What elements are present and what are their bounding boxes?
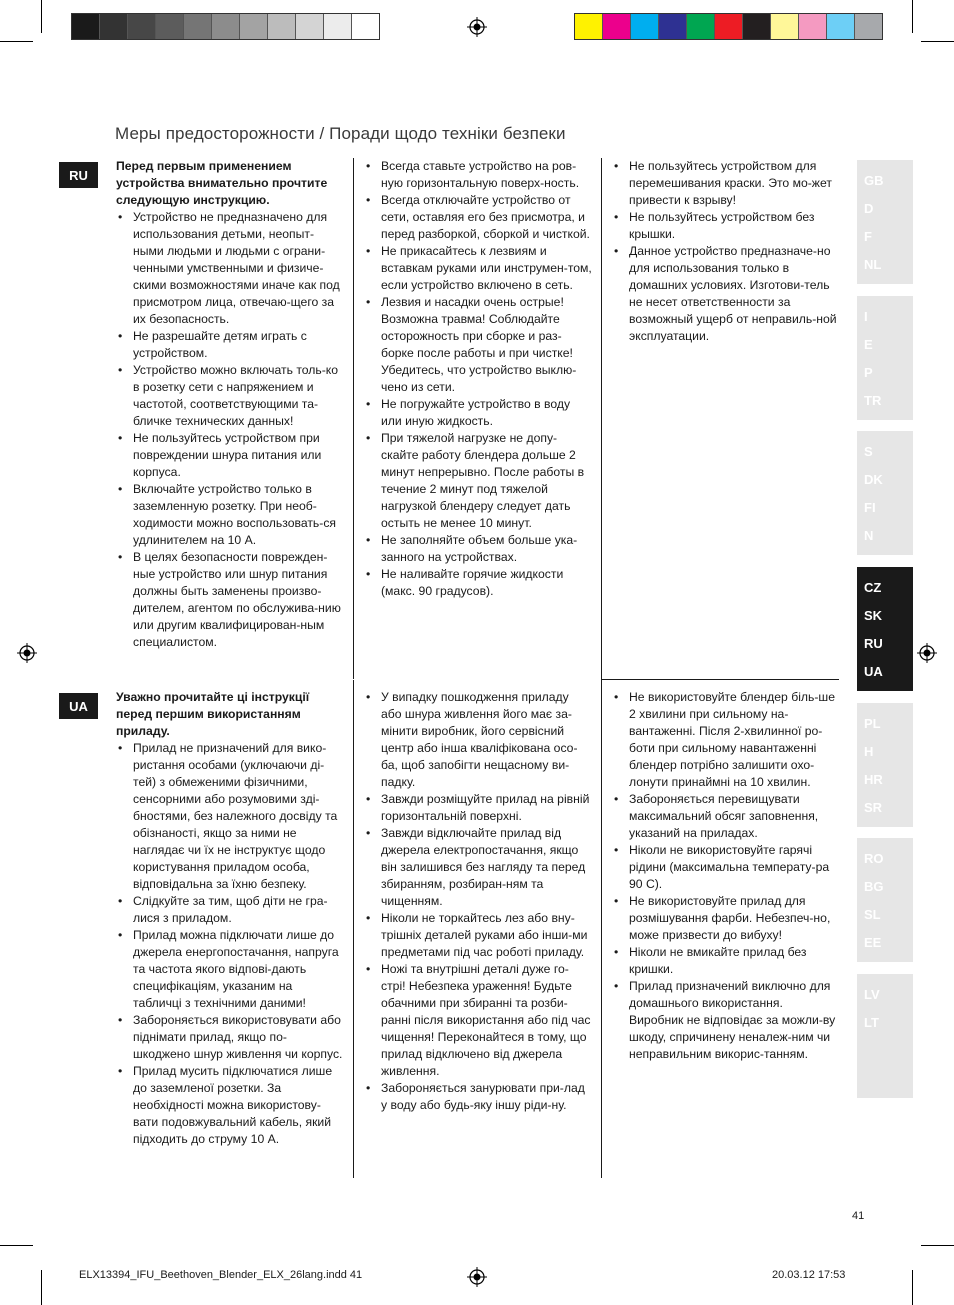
language-group xyxy=(857,160,913,284)
bullet-item: • Не використовуйте блендер біль-ше 2 хвилини при сильному на-вантаженні. Після 2-хвилинної ро-боти при сильному навантаженні блендер потрібно залишити охо-лонути принаймні на 10 хвилин. xyxy=(612,689,840,791)
language-code: LV xyxy=(864,987,880,1002)
language-group xyxy=(857,567,913,691)
column-divider xyxy=(353,158,354,679)
bullet-item: • Забороняється використовувати або піднімати прилад, якщо по-шкоджено шнур живлення чи корпус. xyxy=(116,1012,344,1063)
color-swatch xyxy=(799,14,827,39)
column-divider xyxy=(353,680,354,1178)
footer-datetime: 20.03.12 17:53 xyxy=(772,1269,846,1281)
ua-column-1 xyxy=(116,689,344,1148)
language-code: DK xyxy=(864,472,883,487)
ru-list-3 xyxy=(612,158,840,345)
bullet-item: • Всегда ставьте устройство на ров-ную горизонтальную поверх-ность. xyxy=(364,158,592,192)
language-code: TR xyxy=(864,393,882,408)
registration-mark-icon xyxy=(17,643,37,663)
language-code: D xyxy=(864,201,874,216)
language-code: SR xyxy=(864,800,883,815)
color-swatch xyxy=(296,14,324,39)
color-swatch xyxy=(715,14,743,39)
registration-mark-icon xyxy=(917,643,937,663)
color-swatch xyxy=(212,14,240,39)
language-code: SK xyxy=(864,608,883,623)
language-code: I xyxy=(864,309,868,324)
language-group xyxy=(857,974,913,1098)
bullet-item: • Лезвия и насадки очень острые! Возможна травма! Соблюдайте осторожность при сборке и раз-борке после работы и при чистке! Убедитесь, что устройство выклю-чено из сети. xyxy=(364,294,592,396)
ru-column-1 xyxy=(116,158,344,651)
color-swatch xyxy=(659,14,687,39)
color-swatch xyxy=(268,14,296,39)
bullet-item: • Устройство можно включать толь-ко в розетку сети с напряжением и частотой, соответствующими та-бличке технических данных! xyxy=(116,362,344,430)
lang-badge-ru: RU xyxy=(59,162,98,188)
bullet-item: • Слідкуйте за тим, щоб діти не гра-лися з приладом. xyxy=(116,893,344,927)
ru-column-2 xyxy=(364,158,592,600)
bullet-item: • Не пользуйтесь устройством для перемешивания краски. Это мо-жет привести к взрыву! xyxy=(612,158,840,209)
registration-mark-icon xyxy=(467,17,487,37)
color-swatch xyxy=(603,14,631,39)
color-swatch xyxy=(324,14,352,39)
grayscale-bar xyxy=(71,13,380,40)
bullet-item: • Данное устройство предназначе-но для использования только в домашних условиях. Изготови-тель не несет ответственности за возможный ущерб от неправиль-ной эксплуатации. xyxy=(612,243,840,345)
color-swatch xyxy=(855,14,882,39)
column-divider xyxy=(601,680,602,1178)
bullet-item: • Прилад призначений виключно для домашнього використання. Виробник не відповідає за можли-ву шкоду, спричинену неналеж-ним чи неправильним викорис-танням. xyxy=(612,978,840,1063)
color-swatch xyxy=(771,14,799,39)
language-group xyxy=(857,703,913,827)
bullet-item: • Не використовуйте прилад для розмішування фарби. Небезпеч-но, може призвести до вибуху! xyxy=(612,893,840,944)
language-code: PL xyxy=(864,716,881,731)
color-swatch xyxy=(575,14,603,39)
column-divider xyxy=(601,158,602,679)
ru-list-1 xyxy=(116,209,344,651)
color-swatch xyxy=(72,14,100,39)
bullet-item: • Прилад можна підключати лише до джерела енергопостачання, напруга та частота якого відпові-дають специфікаціям, указаним на табличці з технічними даними! xyxy=(116,927,344,1012)
language-code: FI xyxy=(864,500,876,515)
language-code: RU xyxy=(864,636,883,651)
language-code: BG xyxy=(864,879,884,894)
page-number: 41 xyxy=(852,1210,865,1222)
ru-intro-heading: Перед первым применением устройства внимательно прочтите следующую инструкцию. xyxy=(116,159,328,207)
bullet-item: • Прилад не призначений для вико-ристання особами (уключаючи ді-тей) з обмеженими фізичними, сенсорними або розумовими зді-бностями, без належного досвіду та обізнаності, якщо за ними не наглядає чи їх не інструктує щодо користування приладом особа, відповідальна за їхню безпеку. xyxy=(116,740,344,893)
bullet-item: • В целях безопасности поврежден-ные устройство или шнур питания должны быть заменены произво-дителем, агентом по обслужива-нию или другим квалифицирован-ным специалистом. xyxy=(116,549,344,651)
bullet-item: • Ножі та внутрішні деталі дуже го-стрі! Небезпека ураження! Будьте обачними при збиранні та розби-ранні після використання або під час чищення! Переконайтеся в тому, що прилад відключено від джерела живлення. xyxy=(364,961,592,1080)
ru-list-2 xyxy=(364,158,592,600)
bullet-item: • Не разрешайте детям играть с устройством. xyxy=(116,328,344,362)
section-divider xyxy=(601,679,839,680)
language-code: F xyxy=(864,229,872,244)
ua-list-3 xyxy=(612,689,840,1063)
language-code: NL xyxy=(864,257,882,272)
language-group xyxy=(857,296,913,420)
language-code: GB xyxy=(864,173,884,188)
language-group xyxy=(857,431,913,555)
bullet-item: • Не пользуйтесь устройством при повреждении шнура питания или корпуса. xyxy=(116,430,344,481)
bullet-item: • Не прикасайтесь к лезвиям и вставкам руками или инструмен-том, если устройство включено в сеть. xyxy=(364,243,592,294)
bullet-item: • Всегда отключайте устройство от сети, оставляя его без присмотра, и перед разборкой, сборкой и чисткой. xyxy=(364,192,592,243)
registration-mark-icon xyxy=(467,1267,487,1287)
bullet-item: • Не заполняйте объем больше ука-занного на устройствах. xyxy=(364,532,592,566)
color-swatch xyxy=(184,14,212,39)
color-swatch xyxy=(352,14,379,39)
bullet-item: • Забороняється перевищувати максимальний обсяг заповнення, указаний на приладах. xyxy=(612,791,840,842)
ua-intro-heading: Уважно прочитайте ці інструкції перед першим використанням приладу. xyxy=(116,690,310,738)
color-swatch xyxy=(128,14,156,39)
footer-filename: ELX13394_IFU_Beethoven_Blender_ELX_26lang.indd 41 xyxy=(79,1269,363,1281)
ru-column-3 xyxy=(612,158,840,345)
ua-list-1 xyxy=(116,740,344,1148)
bullet-item: • Завжди відключайте прилад від джерела електропостачання, якщо він залишився без нагляду та перед збиранням, розбиран-ням та чищенням. xyxy=(364,825,592,910)
bullet-item: • Забороняється занурювати при-лад у воду або будь-яку іншу ріди-ну. xyxy=(364,1080,592,1114)
language-group xyxy=(857,838,913,962)
color-swatch xyxy=(156,14,184,39)
bullet-item: • Завжди розміщуйте прилад на рівній горизонтальній поверхні. xyxy=(364,791,592,825)
language-code: HR xyxy=(864,772,883,787)
page-title: Меры предосторожности / Поради щодо техніки безпеки xyxy=(115,124,566,143)
bullet-item: • Не пользуйтесь устройством без крышки. xyxy=(612,209,840,243)
color-swatch xyxy=(827,14,855,39)
language-code: S xyxy=(864,444,873,459)
language-code: CZ xyxy=(864,580,882,595)
color-swatch xyxy=(631,14,659,39)
bullet-item: • При тяжелой нагрузке не допу-скайте работу блендера дольше 2 минут непрерывно. После работы в течение 2 минут под тяжелой нагрузкой блендеру следует дать остыть не менее 10 минут. xyxy=(364,430,592,532)
bullet-item: • Прилад мусить підключатися лише до заземленої розетки. За необхідності можна використову-вати подовжувальний кабель, який підходить до струму 10 А. xyxy=(116,1063,344,1148)
language-code: UA xyxy=(864,664,883,679)
language-code: H xyxy=(864,744,874,759)
color-bar xyxy=(574,13,883,40)
color-swatch xyxy=(100,14,128,39)
color-swatch xyxy=(240,14,268,39)
bullet-item: • У випадку пошкодження приладу або шнура живлення його має за-мінити виробник, його сервісний центр або інша кваліфікована осо-ба, щоб запобігти нещасному ви-падку. xyxy=(364,689,592,791)
ua-list-2 xyxy=(364,689,592,1114)
language-code: RO xyxy=(864,851,884,866)
bullet-item: • Не наливайте горячие жидкости (макс. 90 градусов). xyxy=(364,566,592,600)
bullet-item: • Ніколи не використовуйте гарячі рідини (максимальна температу-ра 90 C). xyxy=(612,842,840,893)
bullet-item: • Ніколи не торкайтесь лез або вну-трішніх деталей руками або інши-ми предметами під час роботі приладу. xyxy=(364,910,592,961)
bullet-item: • Не погружайте устройство в воду или иную жидкость. xyxy=(364,396,592,430)
color-swatch xyxy=(743,14,771,39)
language-code: SL xyxy=(864,907,881,922)
language-code: E xyxy=(864,337,873,352)
bullet-item: • Устройство не предназначено для использования детьми, неопыт-ными людьми и людьми с ограни-ченными умственными и физиче-скими возможностями иначе как под присмотром лица, отвечаю-щего за их безопасность. xyxy=(116,209,344,328)
ua-column-2 xyxy=(364,689,592,1114)
language-code: EE xyxy=(864,935,882,950)
lang-badge-ua: UA xyxy=(59,693,98,719)
language-code: P xyxy=(864,365,873,380)
bullet-item: • Ніколи не вмикайте прилад без кришки. xyxy=(612,944,840,978)
language-code: N xyxy=(864,528,874,543)
color-swatch xyxy=(687,14,715,39)
ua-column-3 xyxy=(612,689,840,1063)
language-code: LT xyxy=(864,1015,879,1030)
bullet-item: • Включайте устройство только в заземленную розетку. При необ-ходимости можно воспользовать-ся удлинителем на 10 А. xyxy=(116,481,344,549)
